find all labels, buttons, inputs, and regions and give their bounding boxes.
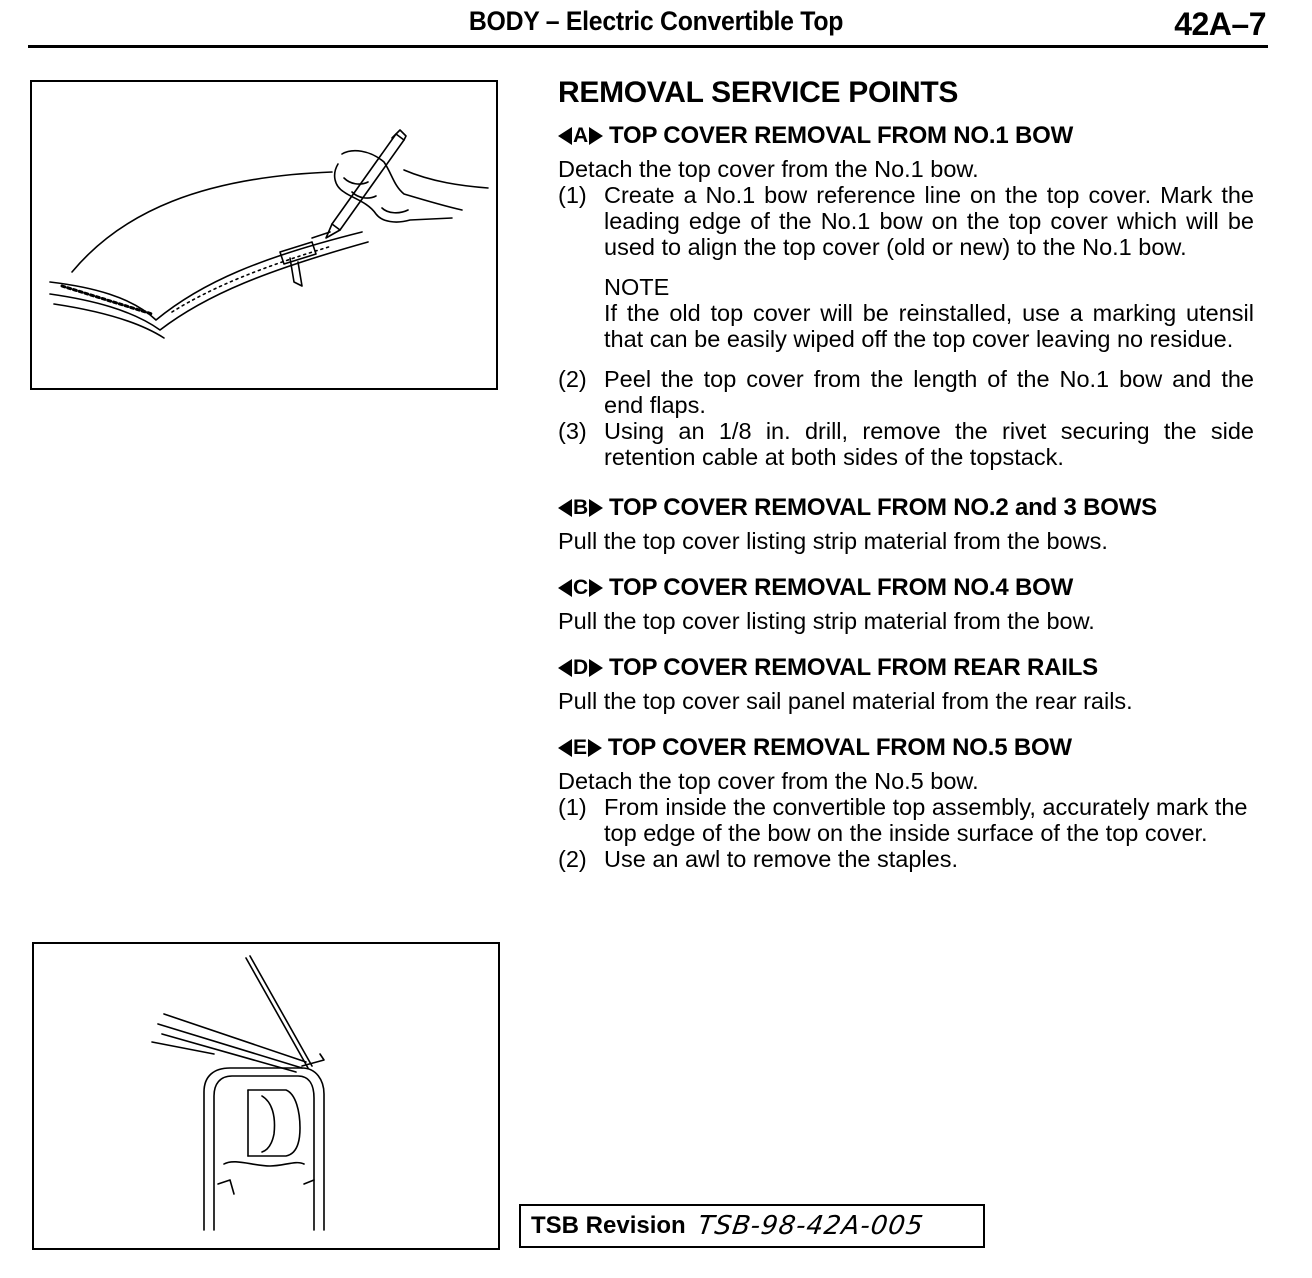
- procedure-e-intro: Detach the top cover from the No.5 bow.: [558, 768, 979, 794]
- no1-bow-marking-illustration: [32, 82, 496, 388]
- procedure-e-step-1: [558, 794, 1254, 846]
- step-number: (2): [558, 846, 587, 872]
- procedure-a-marker-icon: A: [558, 122, 603, 150]
- procedure-a-heading: [558, 122, 1254, 150]
- procedure-a-step-3: [558, 418, 1254, 470]
- section-title: REMOVAL SERVICE POINTS: [558, 76, 959, 109]
- procedure-d-marker-icon: D: [558, 654, 603, 682]
- step-number: (3): [558, 418, 587, 444]
- note-text: If the old top cover will be reinstalled, use a marking utensil that can be easily wiped off the top cover leaving no residue.: [604, 300, 1254, 352]
- step-text: Create a No.1 bow reference line on the top cover. Mark the leading edge of the No.1 bow on the top cover which will be used to align the top cover (old or new) to the No.1 bow.: [604, 182, 1254, 260]
- procedure-a-intro: Detach the top cover from the No.1 bow.: [558, 156, 979, 182]
- tsb-revision-label: TSB Revision: [531, 1212, 686, 1239]
- procedure-a-step-2: [558, 366, 1254, 418]
- procedure-b-text: Pull the top cover listing strip material from the bows.: [558, 528, 1108, 554]
- step-number: (1): [558, 182, 587, 208]
- note-label: NOTE: [604, 274, 670, 300]
- figure-no5-bow-marking: [32, 942, 500, 1250]
- figure-no1-bow-marking: [30, 80, 498, 390]
- procedure-a-title: TOP COVER REMOVAL FROM NO.1 BOW: [608, 122, 1074, 149]
- procedure-e-marker-icon: E: [558, 734, 602, 762]
- step-number: (2): [558, 366, 587, 392]
- tsb-revision-value: TSB-98-42A-005: [695, 1211, 926, 1241]
- procedure-a-step-1: [558, 182, 1254, 260]
- header-rule: [28, 45, 1268, 48]
- step-text: From inside the convertible top assembly, accurately mark the top edge of the bow on the inside surface of the top cover.: [604, 794, 1248, 846]
- header-title: BODY – Electric Convertible Top: [468, 6, 844, 36]
- removal-service-points: [558, 76, 1254, 872]
- procedure-c-text: Pull the top cover listing strip material from the bow.: [558, 608, 1095, 634]
- procedure-b-marker-icon: B: [558, 494, 603, 522]
- page-number: 42A–7: [1174, 6, 1266, 42]
- procedure-b-heading: [558, 494, 1254, 522]
- procedure-d-text: Pull the top cover sail panel material from the rear rails.: [558, 688, 1133, 714]
- step-text: Using an 1/8 in. drill, remove the rivet securing the side retention cable at both sides of the topstack.: [604, 418, 1254, 470]
- tsb-revision-box: [519, 1204, 985, 1248]
- step-text: Use an awl to remove the staples.: [604, 846, 958, 872]
- step-text: Peel the top cover from the length of the No.1 bow and the end flaps.: [604, 366, 1254, 418]
- procedure-e-title: TOP COVER REMOVAL FROM NO.5 BOW: [607, 734, 1072, 761]
- procedure-d-heading: [558, 654, 1254, 682]
- procedure-c-title: TOP COVER REMOVAL FROM NO.4 BOW: [608, 574, 1074, 601]
- procedure-c-heading: [558, 574, 1254, 602]
- step-number: (1): [558, 794, 587, 820]
- procedure-a-note: [604, 274, 1254, 352]
- no5-bow-marking-illustration: [34, 944, 498, 1248]
- procedure-e-heading: [558, 734, 1254, 762]
- procedure-d-title: TOP COVER REMOVAL FROM REAR RAILS: [608, 654, 1098, 681]
- procedure-e-step-2: [558, 846, 1254, 872]
- procedure-b-title: TOP COVER REMOVAL FROM NO.2 and 3 BOWS: [608, 494, 1157, 521]
- procedure-c-marker-icon: C: [558, 574, 603, 602]
